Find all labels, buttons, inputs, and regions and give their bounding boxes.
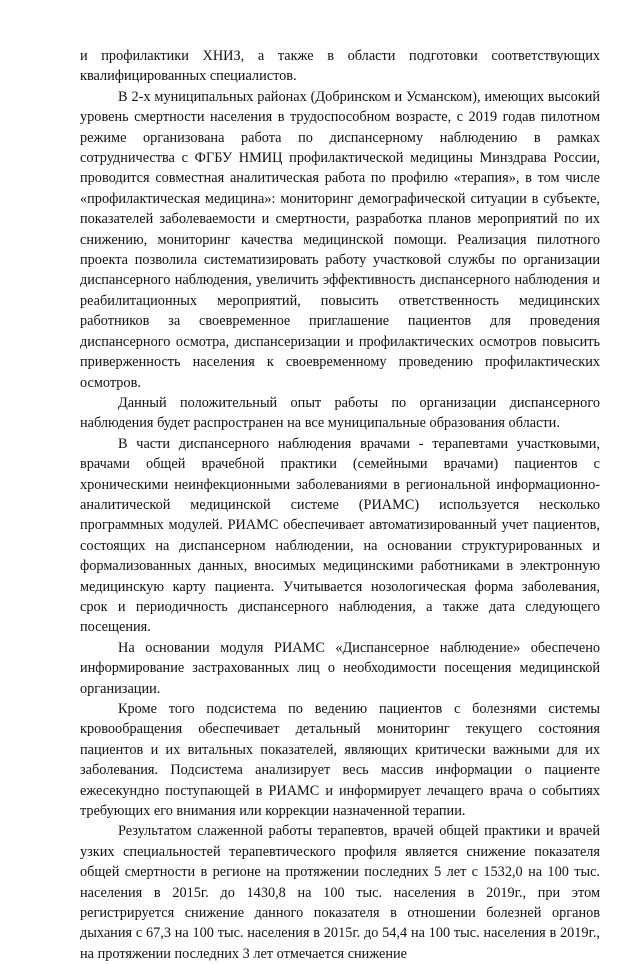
paragraph-positive-experience: Данный положительный опыт работы по организации диспансерного наблюдения будет распространен на все муниципальные образования области.: [80, 394, 600, 432]
paragraph-pilot-project: В 2-х муниципальных районах (Добринском и Усманском), имеющих высокий уровень смертности населения в трудоспособном возрасте, с 2019 годав пилотном режиме организована работа по диспансерному наблюдению в рамках сотрудничества с ФГБУ НМИЦ профилактической медицины Минздрава России, проводится совместная аналитическая работа по профилю «терапия», в том числе «профилактическая медицина»: мониторинг демографической ситуации в субъекте, показателей заболеваемости и смертности, разработка планов мероприятий по их снижению, мониторинг качества медицинской помощи. Реализация пилотного проекта позволила систематизировать работу участковой службы по организации диспансерного наблюдения, увеличить эффективность диспансерного наблюдения и реабилитационных мероприятий, повысить ответственность медицинских работников за своевременное приглашение пациентов для проведения диспансерного осмотра, диспансеризации и профилактических осмотров повысить приверженность населения к своевременному проведению профилактических осмотров.: [80, 88, 600, 391]
paragraph-riams-informing: На основании модуля РИАМС «Диспансерное наблюдение» обеспечено информирование застрахованных лиц о необходимости посещения медицинской организации.: [80, 639, 600, 697]
paragraph-continued: и профилактики ХНИЗ, а также в области подготовки соответствующих квалифицированных специалистов.: [80, 48, 600, 85]
paragraph-riams-modules: В части диспансерного наблюдения врачами - терапевтами участковыми, врачами общей врачебной практики (семейными врачами) пациентов с хроническими неинфекционными заболеваниями в региональной информационно-аналитической медицинской системе (РИАМС) используется несколько программных модулей. РИАМС обеспечивает автоматизированный учет пациентов, состоящих на диспансерном наблюдении, на основании структурированных и формализованных данных, вносимых медицинскими работниками в электронную медицинскую карту пациента. Учитывается нозологическая форма заболевания, срок и периодичность диспансерного наблюдения, а также дата следующего посещения.: [80, 435, 600, 636]
paragraph-cardio-subsystem: Кроме того подсистема по ведению пациентов с болезнями системы кровообращения обеспечивает детальный мониторинг текущего состояния пациентов и их витальных показателей, являющих критически важными для их заболевания. Подсистема анализирует весь массив информации о пациенте ежесекундно поступающей в РИАМС и информирует лечащего врача о событиях требующих его внимания или коррекции назначенной терапии.: [80, 701, 600, 820]
paragraph-mortality-results: Результатом слаженной работы терапевтов, врачей общей практики и врачей узких специальностей терапевтического профиля является снижение показателя общей смертности в регионе на протяжении последних 5 лет с 1532,0 на 100 тыс. населения в 2015г. до 1430,8 на 100 тыс. населения в 2019г., при этом регистрируется снижение данного показателя в отношении болезней органов дыхания с 67,3 на 100 тыс. населения в 2015г. до 54,4 на 100 тыс. населения в 2019г., на протяжении последних 3 лет отмечается снижение: [80, 823, 600, 962]
